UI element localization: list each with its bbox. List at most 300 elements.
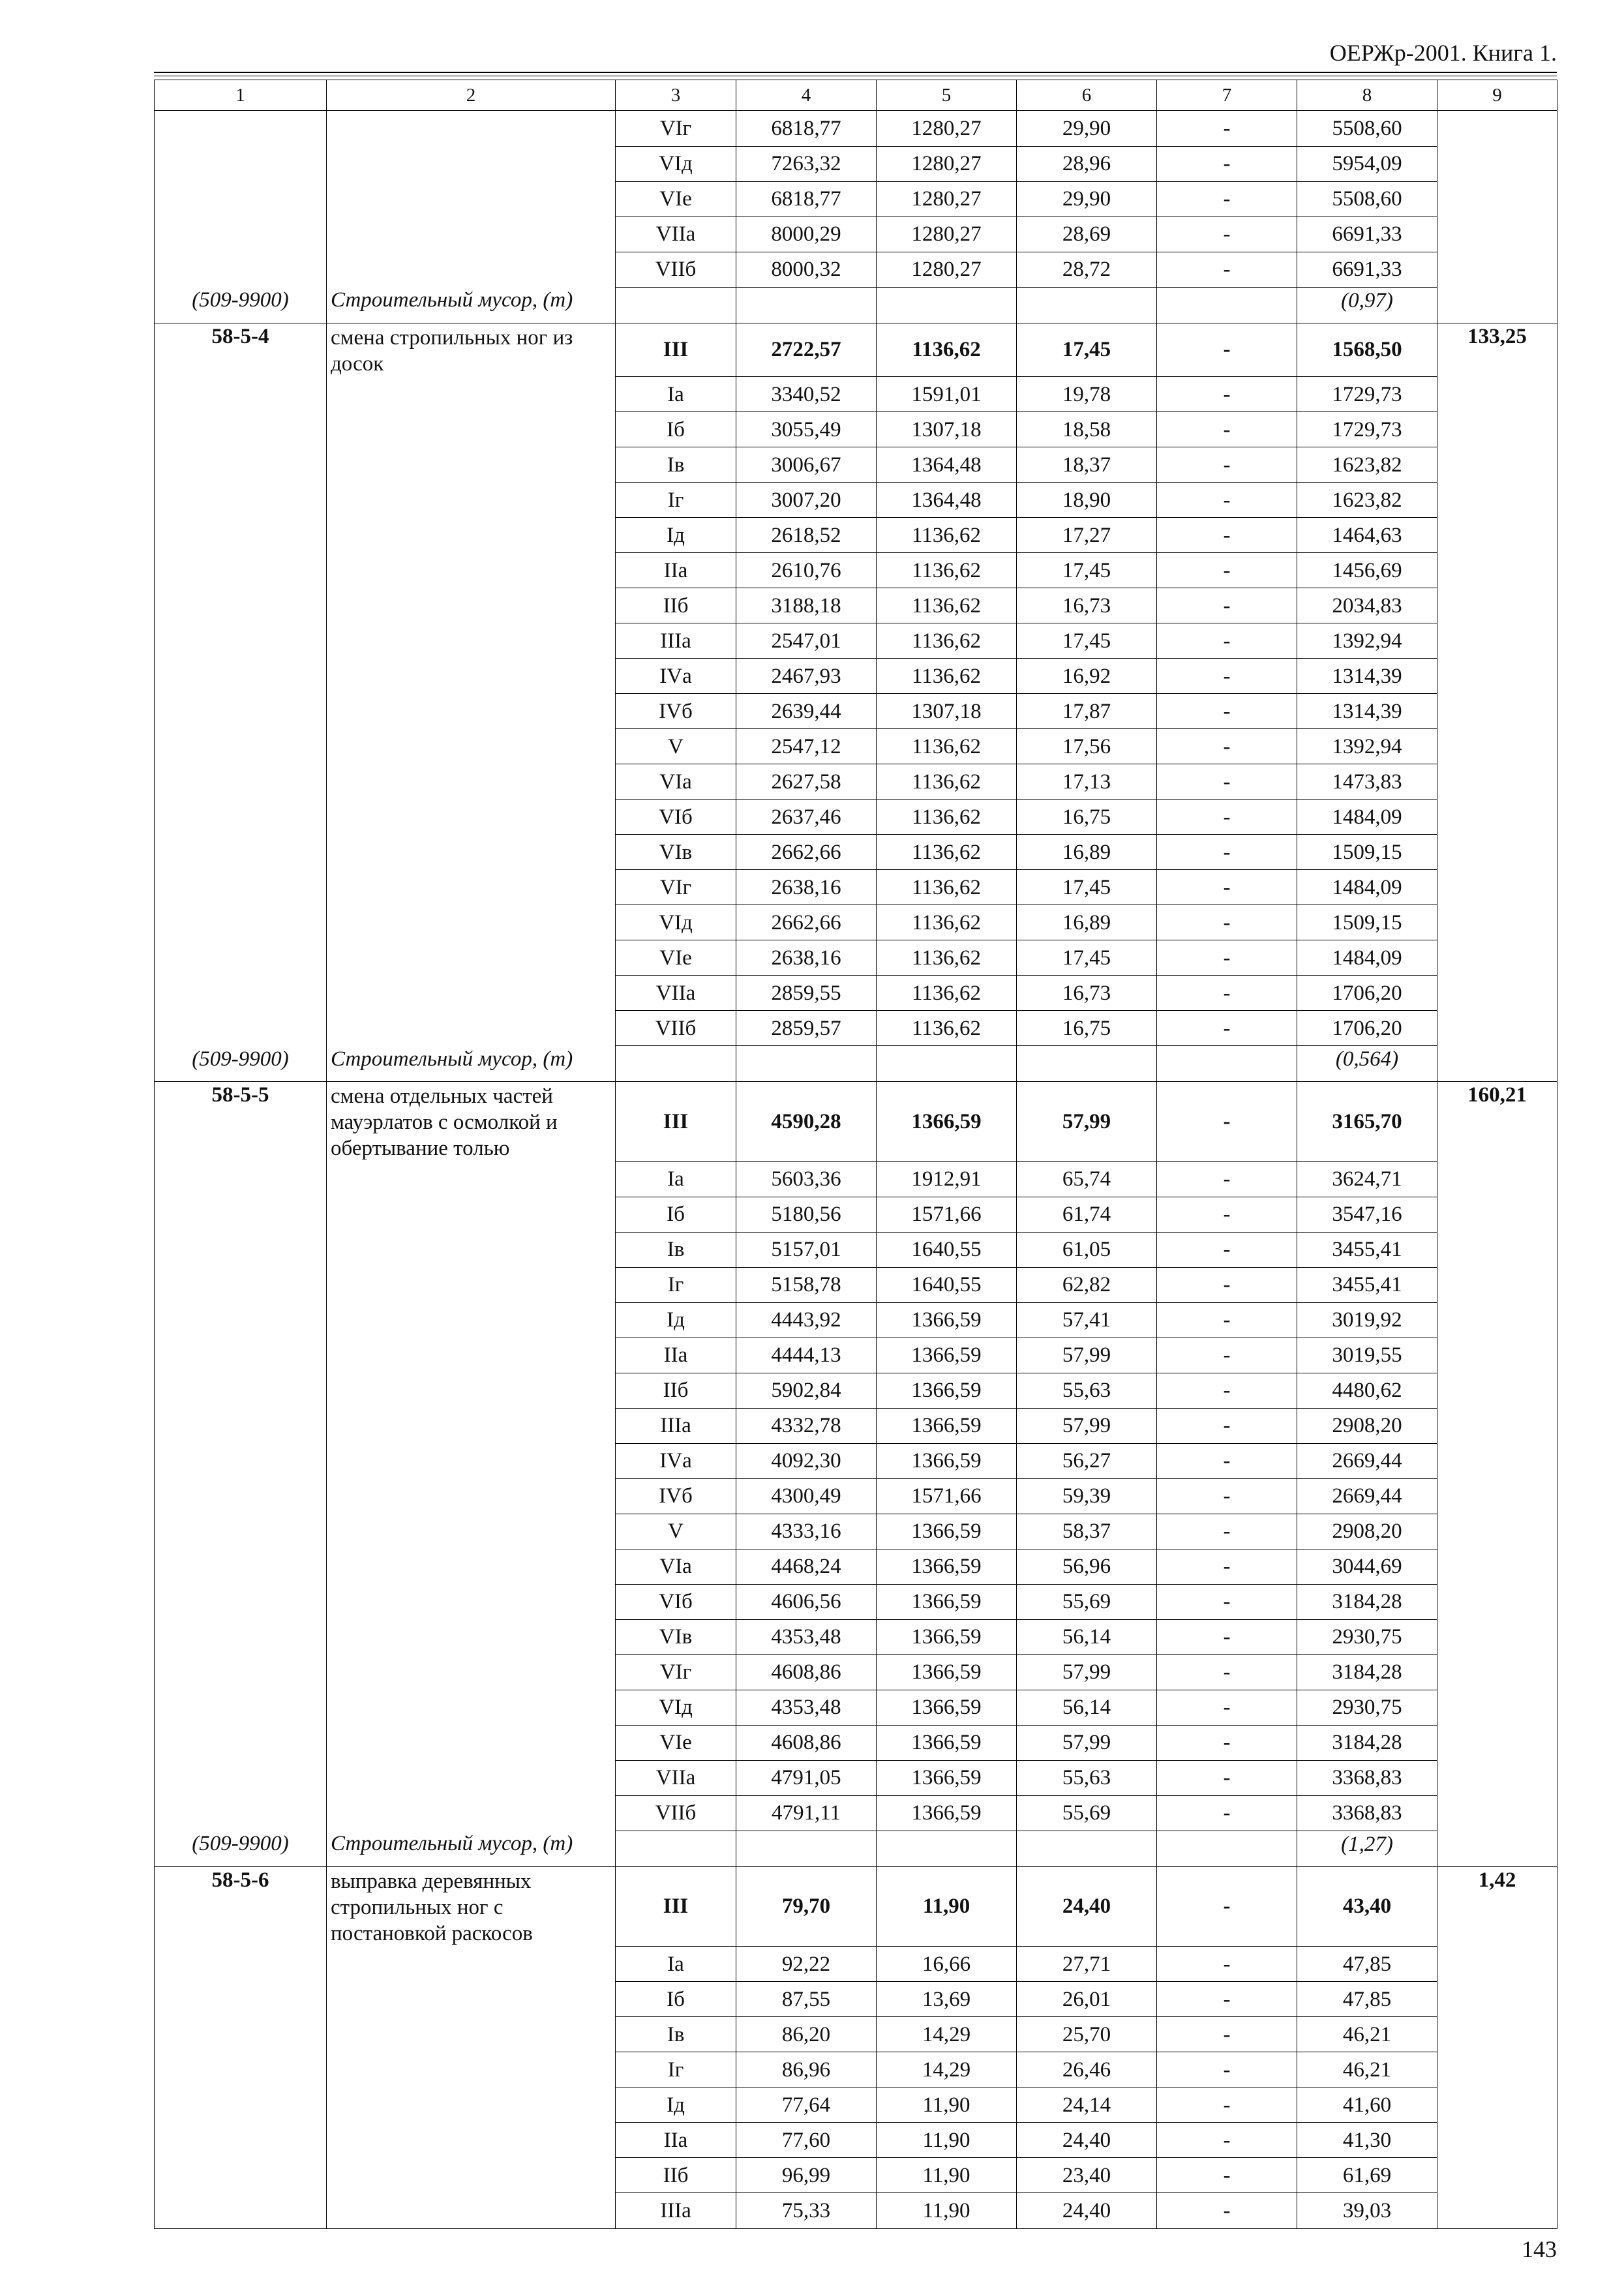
zone-code: VIд <box>616 905 736 940</box>
labor-cost <box>1437 1338 1557 1373</box>
materials: 3455,41 <box>1297 1267 1437 1302</box>
work-name <box>327 412 616 447</box>
machine-wages: - <box>1157 835 1297 870</box>
machine-wages: - <box>1157 377 1297 412</box>
table-row <box>155 800 1557 835</box>
labor-cost <box>1437 976 1557 1011</box>
table-row <box>155 1654 1557 1690</box>
materials: 1314,39 <box>1297 659 1437 694</box>
zone-code: V <box>616 1514 736 1549</box>
machine-cost: 17,45 <box>1017 623 1157 659</box>
labor-cost <box>1437 2158 1557 2193</box>
zone-code: Iб <box>616 1197 736 1232</box>
direct-cost: 2610,76 <box>736 553 877 588</box>
machine-cost: 29,90 <box>1017 181 1157 217</box>
labor-cost <box>1437 412 1557 447</box>
labor-cost <box>1437 729 1557 764</box>
materials: 1484,09 <box>1297 800 1437 835</box>
direct-cost: 2662,66 <box>736 905 877 940</box>
machine-wages: - <box>1157 694 1297 729</box>
machine-wages: - <box>1157 1197 1297 1232</box>
labor-cost <box>1437 2017 1557 2052</box>
work-name <box>327 1690 616 1725</box>
labor-cost <box>1437 146 1557 181</box>
rate-code <box>155 483 327 518</box>
direct-cost: 3055,49 <box>736 412 877 447</box>
table-row <box>155 1082 1557 1162</box>
labor-cost <box>1437 111 1557 147</box>
work-name <box>327 1302 616 1338</box>
materials: 2930,75 <box>1297 1690 1437 1725</box>
rate-code <box>155 2123 327 2158</box>
labor-cost <box>1437 1690 1557 1725</box>
rate-code <box>155 1232 327 1267</box>
machine-wages: - <box>1157 146 1297 181</box>
zone-code: IIб <box>616 2158 736 2193</box>
machine-wages: - <box>1157 588 1297 623</box>
work-name <box>327 252 616 287</box>
materials: 46,21 <box>1297 2017 1437 2052</box>
work-name <box>327 1267 616 1302</box>
work-name: смена стропильных ног из досок <box>327 323 616 377</box>
labor-cost <box>1437 1584 1557 1619</box>
zone-code: VIв <box>616 1619 736 1654</box>
zone-code: V <box>616 729 736 764</box>
table-row <box>155 1373 1557 1408</box>
machine-cost: 57,99 <box>1017 1338 1157 1373</box>
column-number: 6 <box>1017 80 1157 111</box>
zone-code: VIб <box>616 800 736 835</box>
direct-cost: 4608,86 <box>736 1725 877 1760</box>
materials: 3547,16 <box>1297 1197 1437 1232</box>
rate-code <box>155 1408 327 1443</box>
zone-code: VIIб <box>616 1795 736 1831</box>
rate-code <box>155 447 327 483</box>
machine-cost: 16,89 <box>1017 905 1157 940</box>
materials: 61,69 <box>1297 2158 1437 2193</box>
zone-code: IVа <box>616 659 736 694</box>
wages: 1366,59 <box>877 1654 1017 1690</box>
machine-cost: 57,99 <box>1017 1408 1157 1443</box>
wages: 11,90 <box>877 2087 1017 2123</box>
rate-code <box>155 764 327 800</box>
rate-code <box>155 1302 327 1338</box>
direct-cost: 5180,56 <box>736 1197 877 1232</box>
machine-cost: 56,14 <box>1017 1690 1157 1725</box>
zone-code: IIа <box>616 2123 736 2158</box>
wages: 1364,48 <box>877 447 1017 483</box>
labor-cost <box>1437 588 1557 623</box>
work-name <box>327 1549 616 1584</box>
zone-code: VIIб <box>616 252 736 287</box>
zone-code: Iд <box>616 518 736 553</box>
machine-cost: 16,73 <box>1017 588 1157 623</box>
zone-code: Iа <box>616 1161 736 1197</box>
machine-wages: - <box>1157 1866 1297 1947</box>
rate-code <box>155 588 327 623</box>
empty-cell <box>1017 1046 1157 1082</box>
table-row <box>155 2052 1557 2087</box>
work-name <box>327 623 616 659</box>
zone-code: VIе <box>616 1725 736 1760</box>
direct-cost: 75,33 <box>736 2193 877 2229</box>
direct-cost: 4353,48 <box>736 1619 877 1654</box>
table-row <box>155 1795 1557 1831</box>
direct-cost: 7263,32 <box>736 146 877 181</box>
materials: 3019,92 <box>1297 1302 1437 1338</box>
machine-wages: - <box>1157 1725 1297 1760</box>
machine-cost: 16,75 <box>1017 1011 1157 1046</box>
work-name <box>327 976 616 1011</box>
wages: 1366,59 <box>877 1373 1017 1408</box>
wages: 1136,62 <box>877 659 1017 694</box>
direct-cost: 2859,57 <box>736 1011 877 1046</box>
machine-cost: 18,58 <box>1017 412 1157 447</box>
wages: 1136,62 <box>877 835 1017 870</box>
direct-cost: 2467,93 <box>736 659 877 694</box>
table-row <box>155 111 1557 147</box>
zone-code: VIе <box>616 940 736 976</box>
machine-cost: 17,56 <box>1017 729 1157 764</box>
wages: 1136,62 <box>877 323 1017 377</box>
labor-cost <box>1437 1373 1557 1408</box>
labor-cost <box>1437 1795 1557 1831</box>
zone-code: VIд <box>616 1690 736 1725</box>
rate-code <box>155 1690 327 1725</box>
rate-code: 58-5-4 <box>155 323 327 377</box>
materials: 1706,20 <box>1297 1011 1437 1046</box>
work-name <box>327 764 616 800</box>
machine-cost: 58,37 <box>1017 1514 1157 1549</box>
table-row <box>155 940 1557 976</box>
labor-cost <box>1437 377 1557 412</box>
machine-wages: - <box>1157 1549 1297 1584</box>
table-row <box>155 729 1557 764</box>
column-number: 2 <box>327 80 616 111</box>
wages: 1136,62 <box>877 764 1017 800</box>
table-row <box>155 181 1557 217</box>
direct-cost: 87,55 <box>736 1982 877 2017</box>
labor-cost <box>1437 1443 1557 1478</box>
debris-label: Строительный мусор, (т) <box>327 1831 616 1866</box>
rate-code <box>155 2087 327 2123</box>
table-row <box>155 835 1557 870</box>
zone-code: III <box>616 323 736 377</box>
wages: 1136,62 <box>877 588 1017 623</box>
wages: 1307,18 <box>877 412 1017 447</box>
machine-wages: - <box>1157 252 1297 287</box>
machine-wages: - <box>1157 2158 1297 2193</box>
table-row <box>155 217 1557 252</box>
direct-cost: 2662,66 <box>736 835 877 870</box>
wages: 1591,01 <box>877 377 1017 412</box>
column-number: 4 <box>736 80 877 111</box>
zone-code: IVб <box>616 694 736 729</box>
rate-code <box>155 377 327 412</box>
machine-wages: - <box>1157 940 1297 976</box>
direct-cost: 4791,11 <box>736 1795 877 1831</box>
rate-code <box>155 518 327 553</box>
wages: 14,29 <box>877 2017 1017 2052</box>
work-name: смена отдельных частей мауэрлатов с осмолкой и обертывание толью <box>327 1082 616 1162</box>
table-row <box>155 1982 1557 2017</box>
work-name <box>327 1795 616 1831</box>
empty-cell <box>1437 1046 1557 1082</box>
rate-code <box>155 1478 327 1514</box>
materials: 3624,71 <box>1297 1161 1437 1197</box>
direct-cost: 77,64 <box>736 2087 877 2123</box>
labor-cost <box>1437 1514 1557 1549</box>
machine-cost: 55,69 <box>1017 1795 1157 1831</box>
rate-code <box>155 2052 327 2087</box>
machine-cost: 28,69 <box>1017 217 1157 252</box>
materials: 5508,60 <box>1297 181 1437 217</box>
zone-code: VIб <box>616 1584 736 1619</box>
direct-cost: 5157,01 <box>736 1232 877 1267</box>
materials: 1456,69 <box>1297 553 1437 588</box>
direct-cost: 86,96 <box>736 2052 877 2087</box>
work-name <box>327 1654 616 1690</box>
work-name <box>327 483 616 518</box>
empty-cell <box>1017 287 1157 323</box>
debris-label: Строительный мусор, (т) <box>327 1046 616 1082</box>
direct-cost: 4608,86 <box>736 1654 877 1690</box>
wages: 1280,27 <box>877 252 1017 287</box>
machine-cost: 24,40 <box>1017 2193 1157 2229</box>
materials: 3368,83 <box>1297 1760 1437 1795</box>
table-row <box>155 518 1557 553</box>
wages: 11,90 <box>877 2193 1017 2229</box>
table-row <box>155 1408 1557 1443</box>
wages: 1136,62 <box>877 553 1017 588</box>
labor-cost <box>1437 870 1557 905</box>
wages: 1136,62 <box>877 518 1017 553</box>
machine-wages: - <box>1157 1338 1297 1373</box>
machine-cost: 26,46 <box>1017 2052 1157 2087</box>
table-row <box>155 1690 1557 1725</box>
wages: 1136,62 <box>877 940 1017 976</box>
direct-cost: 8000,29 <box>736 217 877 252</box>
materials: 4480,62 <box>1297 1373 1437 1408</box>
rate-code <box>155 1011 327 1046</box>
labor-cost <box>1437 2052 1557 2087</box>
direct-cost: 79,70 <box>736 1866 877 1947</box>
rate-code <box>155 1760 327 1795</box>
materials: 2034,83 <box>1297 588 1437 623</box>
machine-wages: - <box>1157 1302 1297 1338</box>
materials: 1392,94 <box>1297 729 1437 764</box>
zone-code: VIг <box>616 1654 736 1690</box>
machine-cost: 28,96 <box>1017 146 1157 181</box>
materials: 1568,50 <box>1297 323 1437 377</box>
work-name <box>327 694 616 729</box>
machine-cost: 17,45 <box>1017 870 1157 905</box>
materials: 2669,44 <box>1297 1478 1437 1514</box>
materials: 3019,55 <box>1297 1338 1437 1373</box>
direct-cost: 4333,16 <box>736 1514 877 1549</box>
empty-cell <box>616 1046 736 1082</box>
table-row <box>155 2123 1557 2158</box>
labor-cost <box>1437 1654 1557 1690</box>
materials: 1484,09 <box>1297 870 1437 905</box>
rate-code <box>155 1338 327 1373</box>
rate-code <box>155 976 327 1011</box>
direct-cost: 86,20 <box>736 2017 877 2052</box>
direct-cost: 4444,13 <box>736 1338 877 1373</box>
machine-wages: - <box>1157 1584 1297 1619</box>
zone-code: VIе <box>616 181 736 217</box>
materials: 6691,33 <box>1297 217 1437 252</box>
rate-code <box>155 835 327 870</box>
machine-cost: 62,82 <box>1017 1267 1157 1302</box>
machine-cost: 24,14 <box>1017 2087 1157 2123</box>
materials: 5954,09 <box>1297 146 1437 181</box>
table-row <box>155 764 1557 800</box>
machine-cost: 57,41 <box>1017 1302 1157 1338</box>
zone-code: Iб <box>616 412 736 447</box>
work-name <box>327 1197 616 1232</box>
labor-cost <box>1437 1947 1557 1982</box>
labor-cost <box>1437 1232 1557 1267</box>
column-number: 5 <box>877 80 1017 111</box>
wages: 16,66 <box>877 1947 1017 1982</box>
machine-wages: - <box>1157 1478 1297 1514</box>
work-name <box>327 940 616 976</box>
zone-code: III <box>616 1082 736 1162</box>
empty-cell <box>877 1831 1017 1866</box>
machine-cost: 27,71 <box>1017 1947 1157 1982</box>
rate-code <box>155 694 327 729</box>
rate-code <box>155 1725 327 1760</box>
wages: 1366,59 <box>877 1725 1017 1760</box>
column-number: 7 <box>1157 80 1297 111</box>
table-row <box>155 1267 1557 1302</box>
materials: 1509,15 <box>1297 835 1437 870</box>
machine-cost: 57,99 <box>1017 1654 1157 1690</box>
labor-cost <box>1437 1161 1557 1197</box>
rate-code <box>155 1982 327 2017</box>
labor-cost <box>1437 1760 1557 1795</box>
direct-cost: 4791,05 <box>736 1760 877 1795</box>
table-row <box>155 412 1557 447</box>
table-row <box>155 2193 1557 2229</box>
materials: 1392,94 <box>1297 623 1437 659</box>
direct-cost: 92,22 <box>736 1947 877 1982</box>
machine-wages: - <box>1157 1373 1297 1408</box>
direct-cost: 2637,46 <box>736 800 877 835</box>
work-name <box>327 1619 616 1654</box>
work-name <box>327 2158 616 2193</box>
materials: 47,85 <box>1297 1947 1437 1982</box>
labor-cost <box>1437 2123 1557 2158</box>
machine-cost: 17,13 <box>1017 764 1157 800</box>
table-row <box>155 146 1557 181</box>
materials: 2669,44 <box>1297 1443 1437 1478</box>
labor-cost <box>1437 623 1557 659</box>
rate-code <box>155 181 327 217</box>
machine-cost: 17,45 <box>1017 323 1157 377</box>
table-row <box>155 252 1557 287</box>
rate-code <box>155 1267 327 1302</box>
machine-wages: - <box>1157 553 1297 588</box>
wages: 11,90 <box>877 2123 1017 2158</box>
zone-code: VIа <box>616 1549 736 1584</box>
work-name <box>327 1760 616 1795</box>
machine-cost: 56,14 <box>1017 1619 1157 1654</box>
labor-cost <box>1437 764 1557 800</box>
zone-code: VIIа <box>616 217 736 252</box>
labor-cost <box>1437 694 1557 729</box>
wages: 1136,62 <box>877 976 1017 1011</box>
wages: 1366,59 <box>877 1338 1017 1373</box>
rate-code <box>155 111 327 147</box>
rate-code <box>155 217 327 252</box>
direct-cost: 6818,77 <box>736 111 877 147</box>
work-name <box>327 1982 616 2017</box>
rate-code <box>155 1795 327 1831</box>
debris-row <box>155 1831 1557 1866</box>
rates-table <box>154 80 1557 2229</box>
zone-code: IVб <box>616 1478 736 1514</box>
table-row <box>155 1443 1557 1478</box>
work-name <box>327 181 616 217</box>
materials: 1706,20 <box>1297 976 1437 1011</box>
labor-cost <box>1437 2087 1557 2123</box>
zone-code: Iг <box>616 483 736 518</box>
work-name <box>327 1584 616 1619</box>
work-name <box>327 800 616 835</box>
work-name <box>327 1408 616 1443</box>
direct-cost: 2638,16 <box>736 870 877 905</box>
labor-cost <box>1437 1197 1557 1232</box>
table-row <box>155 483 1557 518</box>
rate-code <box>155 800 327 835</box>
materials: 1623,82 <box>1297 447 1437 483</box>
zone-code: IIIа <box>616 623 736 659</box>
rate-code <box>155 905 327 940</box>
column-number: 3 <box>616 80 736 111</box>
materials: 2908,20 <box>1297 1408 1437 1443</box>
direct-cost: 2638,16 <box>736 940 877 976</box>
direct-cost: 4606,56 <box>736 1584 877 1619</box>
materials: 5508,60 <box>1297 111 1437 147</box>
empty-cell <box>877 1046 1017 1082</box>
wages: 1571,66 <box>877 1478 1017 1514</box>
work-name <box>327 377 616 412</box>
wages: 1307,18 <box>877 694 1017 729</box>
direct-cost: 4443,92 <box>736 1302 877 1338</box>
labor-cost <box>1437 483 1557 518</box>
table-row <box>155 623 1557 659</box>
wages: 1280,27 <box>877 111 1017 147</box>
direct-cost: 2859,55 <box>736 976 877 1011</box>
work-name <box>327 1725 616 1760</box>
document-title: ОЕРЖр-2001. Книга 1. <box>1329 40 1557 66</box>
rate-code <box>155 870 327 905</box>
machine-wages: - <box>1157 217 1297 252</box>
work-name <box>327 1161 616 1197</box>
rate-code <box>155 1947 327 1982</box>
wages: 1136,62 <box>877 729 1017 764</box>
table-row <box>155 1232 1557 1267</box>
direct-cost: 4353,48 <box>736 1690 877 1725</box>
labor-cost <box>1437 1011 1557 1046</box>
direct-cost: 3340,52 <box>736 377 877 412</box>
labor-cost <box>1437 518 1557 553</box>
labor-cost <box>1437 1725 1557 1760</box>
table-row <box>155 1947 1557 1982</box>
work-name <box>327 2193 616 2229</box>
